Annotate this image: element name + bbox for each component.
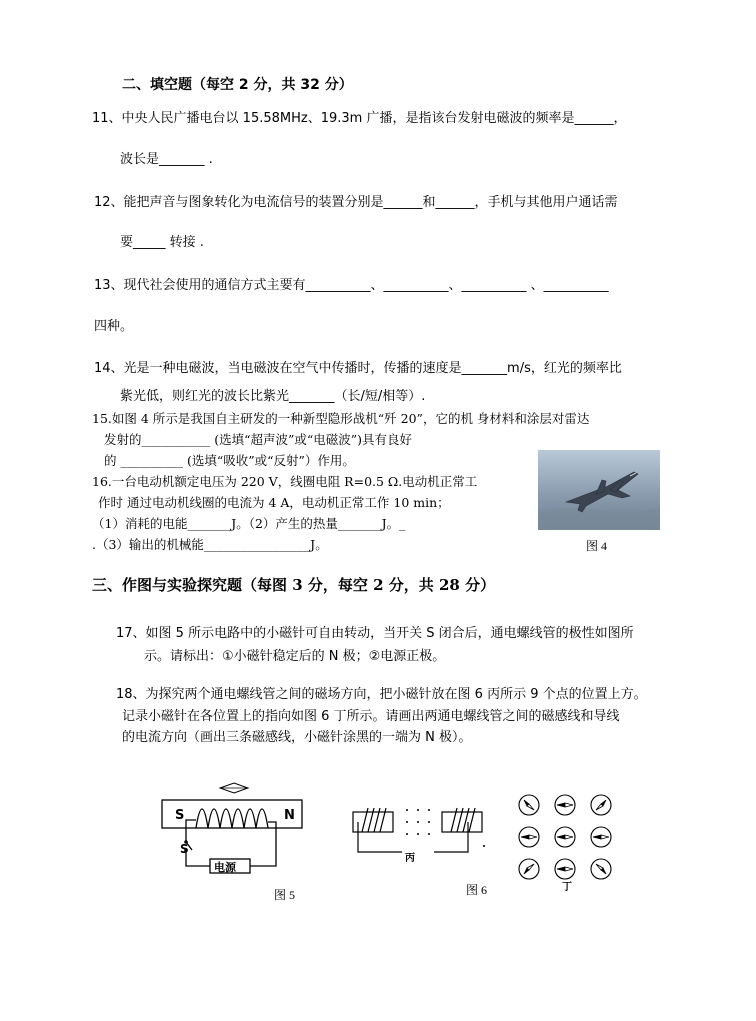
fig5-pole-left: S <box>175 808 185 823</box>
fig6-label: 图 6 <box>466 883 488 897</box>
q15-line2: 发射的___________ (选填“超声波”或“电磁波”)具有良好 <box>104 432 413 447</box>
q12-line2: 要_____ 转接 . <box>120 235 204 250</box>
q18-line1: 18、为探究两个通电螺线管之间的磁场方向，把小磁针放在图 6 丙所示 9 个点的位置上方。 <box>116 687 647 702</box>
fig6-bing-label: 丙 <box>405 853 415 864</box>
q13-line2: 四种。 <box>94 319 134 334</box>
fig5-label: 图 5 <box>274 888 296 902</box>
q16-line1: 16.一台电动机额定电压为 220 V，线圈电阻 R=0.5 Ω.电动机正常工 <box>92 474 478 489</box>
section-2-title: 二、填空题（每空 2 分，共 32 分） <box>122 77 353 93</box>
q11-line1: 11、中央人民广播电台以 15.58MHz、19.3m 广播，是指该台发射电磁波的频率是______， <box>92 111 627 126</box>
q14-line2: 紫光低，则红光的波长比紫光_______（长/短/相等）. <box>120 389 426 404</box>
q12-line1: 12、能把声音与图象转化为电流信号的装置分别是______和______，手机与其他用户通话需 <box>94 195 618 210</box>
q14-line1: 14、光是一种电磁波，当电磁波在空气中传播时，传播的速度是_______m/s，红光的频率比 <box>94 361 622 376</box>
q16-line2: 作时 通过电动机线圈的电流为 4 A，电动机正常工作 10 min； <box>98 495 450 510</box>
q13-line1: 13、现代社会使用的通信方式主要有__________、__________、__________ 、__________ <box>94 278 609 293</box>
fig4-label: 图 4 <box>586 539 608 553</box>
fig5-solenoid-circuit <box>160 780 320 880</box>
q18-line2: 记录小磁针在各位置上的指向如图 6 丁所示。请画出两通电螺线管之间的磁感线和导线 <box>122 709 620 724</box>
fig6-bing-solenoids <box>350 800 490 870</box>
section-3-title: 三、作图与实验探究题（每图 3 分，每空 2 分，共 28 分） <box>92 576 496 594</box>
q17-line1: 17、如图 5 所示电路中的小磁针可自由转动，当开关 S 闭合后，通电螺线管的极性如图所 <box>116 626 634 641</box>
q15-line3: 的 __________ (选填“吸收”或“反射”）作用。 <box>104 453 355 468</box>
q18-line3: 的电流方向（画出三条磁感线，小磁针涂黑的一端为 N 极）。 <box>122 730 472 745</box>
q15-line1: 15.如图 4 所示是我国自主研发的一种新型隐形战机“歼 20”，它的机 身材料和涂层对雷达 <box>92 411 590 426</box>
q16-line4: .（3）输出的机械能_________________J。 <box>92 537 328 552</box>
fig6-ding-compass-grid <box>515 792 615 882</box>
fig5-pole-right: N <box>284 808 295 823</box>
q16-line3: （1）消耗的电能_______J。（2）产生的热量_______J。_ <box>92 516 406 531</box>
fig5-power-label: 电源 <box>214 861 236 874</box>
fig5-switch-label: S <box>180 842 189 856</box>
q17-line2: 示。请标出：①小磁针稳定后的 N 极；②电源正极。 <box>144 649 446 664</box>
q11-line2: 波长是_______ . <box>120 152 213 167</box>
fig6-ding-label: 丁 <box>562 882 572 893</box>
fighter-jet-photo <box>538 450 660 530</box>
